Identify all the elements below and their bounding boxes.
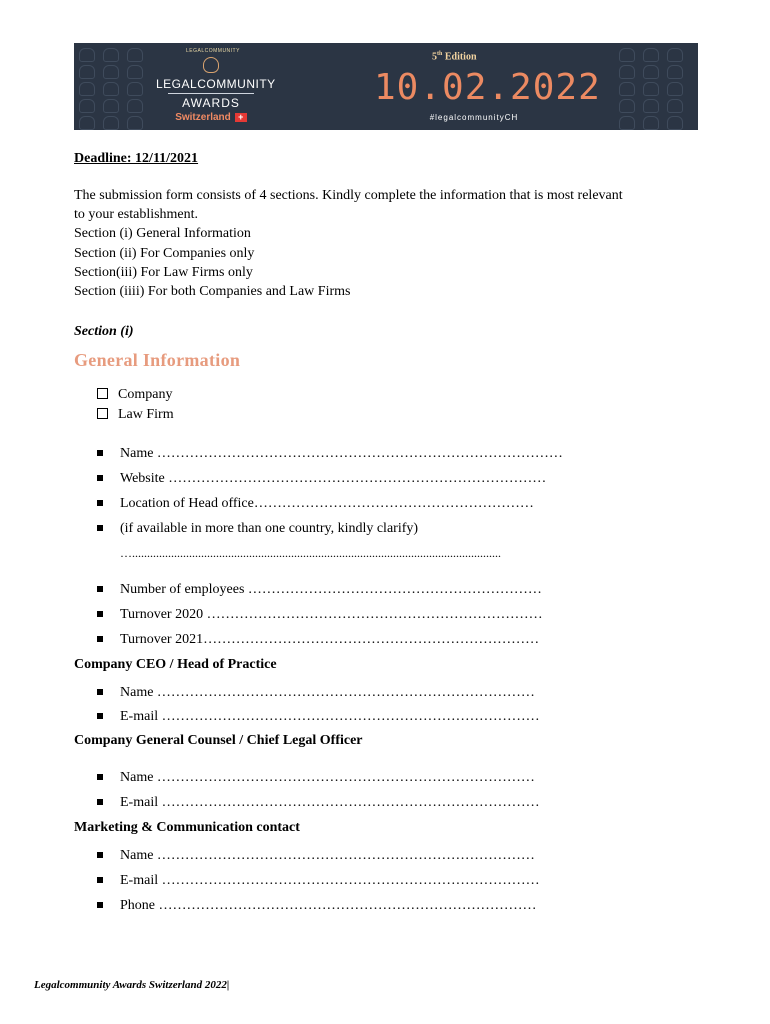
- checkbox-icon[interactable]: [97, 408, 108, 419]
- logo-arc-text: LEGALCOMMUNITY: [186, 48, 240, 54]
- intro-line: to your establishment.: [74, 207, 199, 223]
- intro-line: The submission form consists of 4 sections. Kindly complete the information that is most relevant: [74, 188, 623, 203]
- bullet-icon: [97, 475, 103, 481]
- bullet-icon: [97, 500, 103, 506]
- bullet-icon: [97, 611, 103, 617]
- intro-line: Section(iii) For Law Firms only: [74, 264, 253, 280]
- bullet-icon: [97, 877, 103, 883]
- swiss-flag-icon: +: [235, 113, 247, 122]
- bullet-icon: [97, 902, 103, 908]
- ceo-heading: Company CEO / Head of Practice: [74, 657, 277, 672]
- bullet-icon: [97, 450, 103, 456]
- logo-divider: [168, 93, 254, 94]
- checkbox-icon[interactable]: [97, 388, 108, 399]
- event-date: 10.02.2022: [374, 67, 601, 108]
- intro-paragraph: [74, 186, 623, 301]
- logo-line-1: LEGALCOMMUNITY: [156, 77, 276, 91]
- page-footer: Legalcommunity Awards Switzerland 2022|: [34, 979, 230, 991]
- section-label: Section (i): [74, 324, 134, 339]
- counsel-heading: Company General Counsel / Chief Legal Officer: [74, 733, 363, 748]
- event-hashtag: #legalcommunityCH: [429, 113, 519, 122]
- intro-line: Section (i) General Information: [74, 226, 251, 242]
- legalcommunity-logo: [156, 43, 276, 130]
- bullet-icon: [97, 636, 103, 642]
- bullet-icon: [97, 774, 103, 780]
- intro-line: Section (iiii) For both Companies and Law Firms: [74, 284, 351, 300]
- checkbox-company[interactable]: Company: [97, 385, 172, 404]
- bullet-icon: [97, 586, 103, 592]
- bullet-icon: [97, 689, 103, 695]
- deadline: Deadline: 12/11/2021: [74, 151, 199, 166]
- intro-line: Section (ii) For Companies only: [74, 245, 255, 261]
- edition-label: 5th Edition: [432, 51, 477, 63]
- awards-banner: [74, 43, 698, 130]
- crest-icon: [203, 57, 219, 73]
- banner-pattern-right: [614, 43, 698, 130]
- clarify-answer-line[interactable]: …...........................................................................................................................: [120, 546, 501, 560]
- bullet-icon: [97, 525, 103, 531]
- general-information-heading: General Information: [74, 350, 241, 370]
- bullet-icon: [97, 713, 103, 719]
- logo-line-3: Switzerland +: [156, 112, 266, 123]
- banner-pattern-left: [74, 43, 158, 130]
- bullet-icon: [97, 852, 103, 858]
- bullet-icon: [97, 799, 103, 805]
- logo-line-2: AWARDS: [182, 96, 240, 110]
- checkbox-law-firm[interactable]: Law Firm: [97, 405, 174, 424]
- marketing-heading: Marketing & Communication contact: [74, 820, 300, 835]
